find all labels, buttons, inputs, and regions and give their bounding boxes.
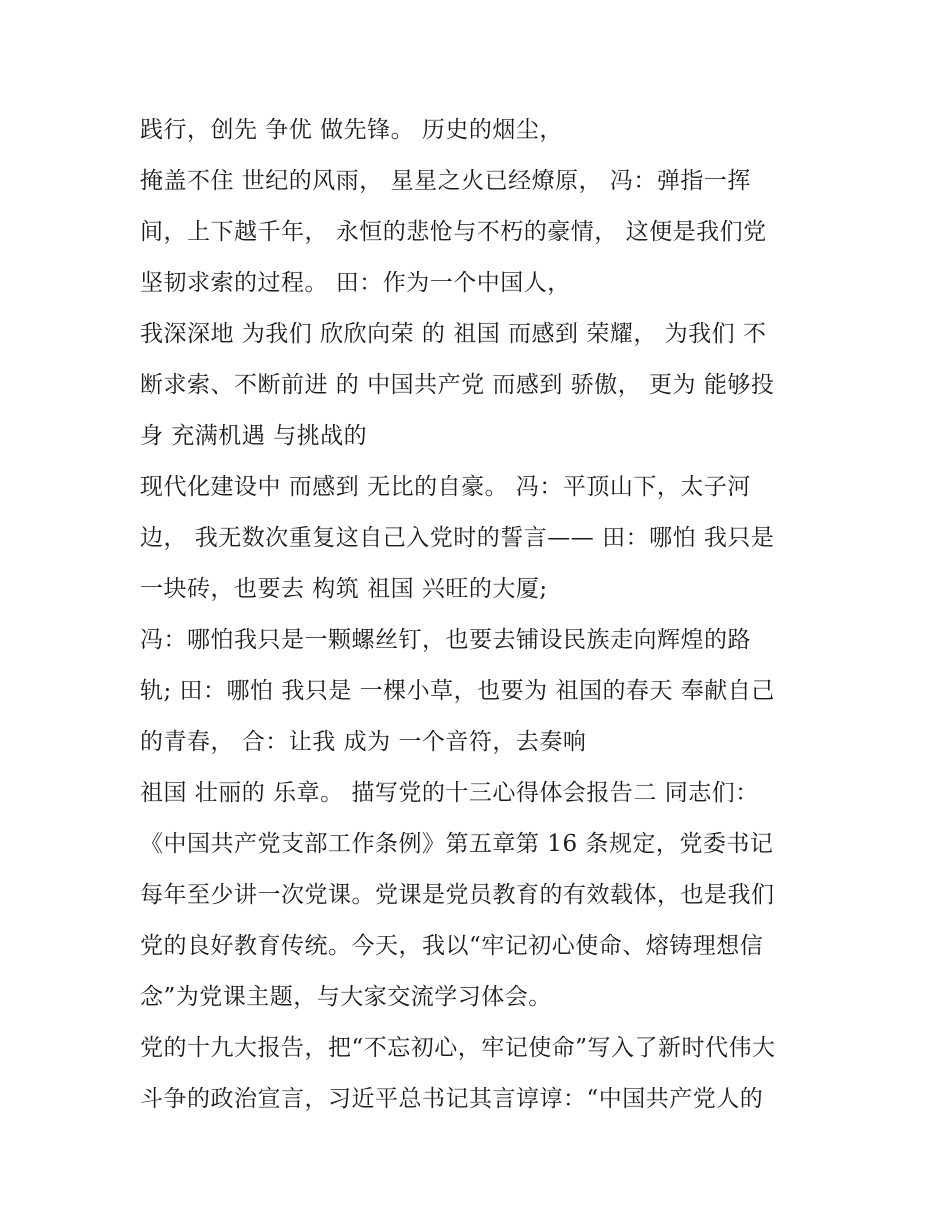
text-line: 践行，创先 争优 做先锋。 历史的烟尘， (140, 117, 563, 143)
text-line: 的青春， 合：让我 成为 一个音符，去奏响 (140, 729, 587, 755)
text-line: 坚韧求索的过程。 田：作为一个中国人， (140, 270, 571, 296)
text-line: 我深深地 为我们 欣欣向荣 的 祖国 而感到 荣耀， 为我们 不 (140, 321, 767, 347)
text-line: 间，上下越千年， 永恒的悲怆与不朽的豪情， 这便是我们党 (140, 219, 767, 245)
document-body (140, 107, 830, 1127)
text-line: 一块砖，也要去 构筑 祖国 兴旺的大厦; (140, 576, 548, 602)
text-line: 边， 我无数次重复这自己入党时的誓言—— 田：哪怕 我只是 (140, 525, 775, 551)
text-line: 现代化建设中 而感到 无比的自豪。 冯：平顶山下，太子河 (140, 474, 751, 500)
text-line: 《中国共产党支部工作条例》第五章第 16 条规定，党委书记 (140, 831, 774, 857)
text-line: 斗争的政治宣言，习近平总书记其言谆谆：“中国共产党人的 (140, 1086, 764, 1112)
text-line: 祖国 壮丽的 乐章。 描写党的十三心得体会报告二 同志们： (140, 780, 759, 806)
text-line: 念”为党课主题，与大家交流学习体会。 (140, 984, 552, 1010)
text-line: 党的良好教育传统。今天，我以“牢记初心使命、熔铸理想信 (140, 933, 764, 959)
text-line: 每年至少讲一次党课。党课是党员教育的有效载体，也是我们 (140, 882, 775, 908)
text-line: 掩盖不住 世纪的风雨， 星星之火已经燎原， 冯：弹指一挥 (140, 168, 751, 194)
text-line: 轨; 田：哪怕 我只是 一棵小草，也要为 祖国的春天 奉献自己 (140, 678, 775, 704)
text-line: 身 充满机遇 与挑战的 (140, 423, 368, 449)
text-line: 党的十九大报告，把“不忘初心，牢记使命”写入了新时代伟大 (140, 1035, 776, 1061)
text-line: 冯：哪怕我只是一颗螺丝钉，也要去铺设民族走向辉煌的路 (140, 627, 751, 653)
text-line: 断求索、不断前进 的 中国共产党 而感到 骄傲， 更为 能够投 (140, 372, 775, 398)
